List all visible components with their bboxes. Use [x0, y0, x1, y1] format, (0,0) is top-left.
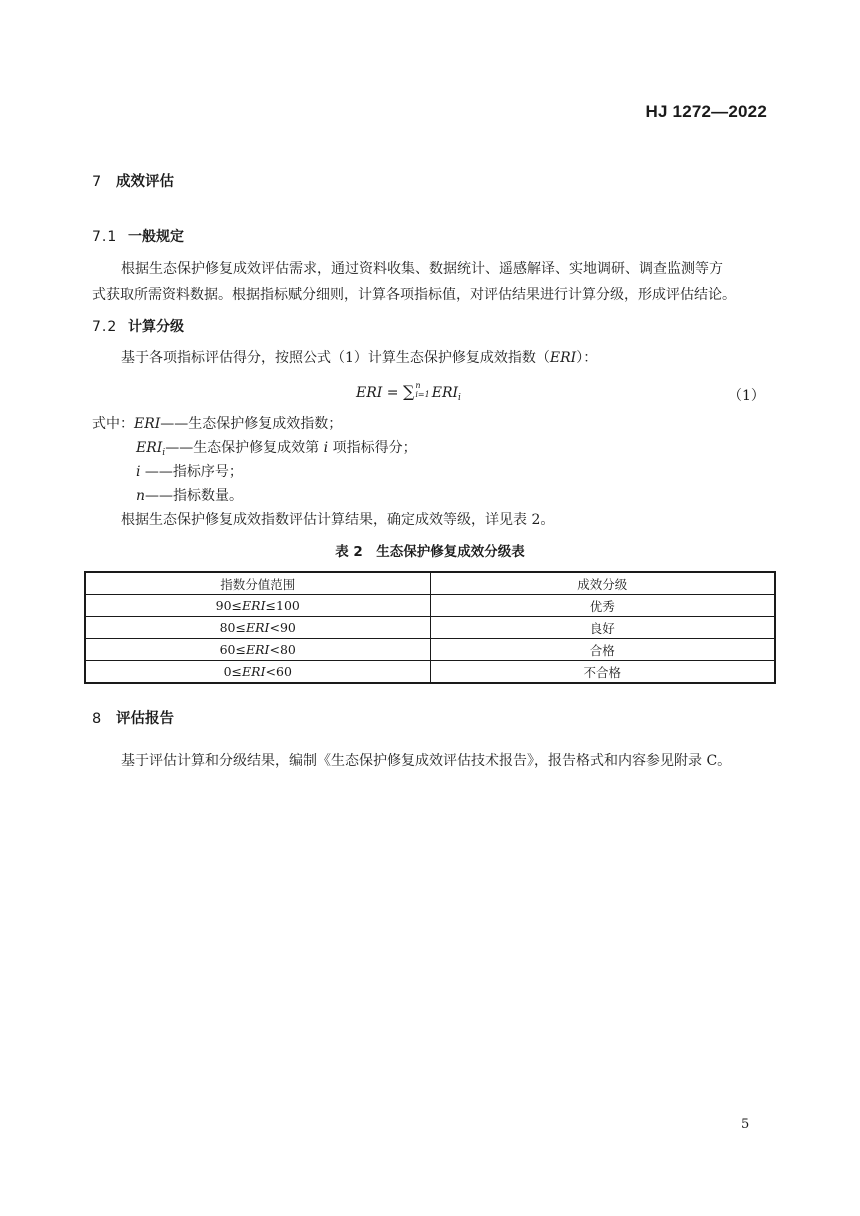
- definition-i: [136, 459, 243, 485]
- section-7-1-heading: [92, 226, 184, 246]
- def-desc: ——生态保护修复成效指数；: [160, 416, 343, 432]
- section-title: 计算分级: [128, 319, 184, 335]
- column-header: 成效分级: [430, 572, 775, 595]
- range-variable: ERI: [246, 620, 270, 635]
- paragraph-7-1-line-1: 根据生态保护修复成效评估需求，通过资料收集、数据统计、遥感解译、实地调研、调查监测等方: [121, 261, 723, 277]
- paragraph-7-2-intro: [121, 345, 597, 371]
- formula-lhs: ERI: [356, 385, 383, 401]
- sum-limits: [415, 381, 429, 399]
- formula-equals: =: [382, 385, 403, 401]
- def-symbol: ERI: [134, 416, 161, 432]
- section-number: 7.1: [92, 229, 118, 245]
- formula-eri: [356, 382, 461, 403]
- paragraph-7-1-line-2: 式获取所需资料数据。根据指标赋分细则，计算各项指标值，对评估结果进行计算分级，形成评估结论。: [92, 287, 736, 303]
- section-title: 评估报告: [116, 711, 174, 727]
- range-upper: <90: [269, 620, 296, 635]
- grading-table: [84, 571, 776, 684]
- range-cell: [85, 661, 430, 684]
- intro-variable: ERI: [549, 350, 577, 366]
- grade-cell: 合格: [430, 639, 775, 661]
- def-desc: ——生态保护修复成效第: [165, 440, 324, 456]
- range-variable: ERI: [246, 642, 270, 657]
- section-8-heading: [92, 707, 174, 728]
- table-row: [85, 661, 775, 684]
- table-row: [85, 639, 775, 661]
- section-title: 一般规定: [128, 229, 184, 245]
- grade-cell: 优秀: [430, 595, 775, 617]
- range-upper: <80: [269, 642, 296, 657]
- paragraph-7-2-closing: 根据生态保护修复成效指数评估计算结果，确定成效等级，详见表 2。: [121, 512, 555, 528]
- range-upper: ≤100: [265, 598, 300, 613]
- definition-eri: [92, 411, 342, 437]
- intro-text-end: ）：: [576, 350, 598, 366]
- sum-upper: n: [415, 381, 421, 390]
- def-desc: ——指标数量。: [145, 488, 244, 504]
- sum-symbol: ∑: [402, 382, 415, 401]
- range-lower: 60≤: [219, 642, 246, 657]
- range-lower: 90≤: [215, 598, 243, 613]
- section-number: 8: [92, 711, 102, 727]
- range-cell: [85, 639, 430, 661]
- section-7-heading: [92, 170, 174, 191]
- intro-text: 基于各项指标评估得分，按照公式（1）计算生态保护修复成效指数（: [121, 350, 550, 366]
- grade-cell: 不合格: [430, 661, 775, 684]
- section-7-2-heading: [92, 316, 184, 336]
- formula-rhs-subscript: i: [458, 393, 461, 403]
- definition-n: [136, 483, 243, 509]
- column-header: 指数分值范围: [85, 572, 430, 595]
- range-cell: [85, 595, 430, 617]
- table-header-row: [85, 572, 775, 595]
- def-subscript: i: [162, 448, 166, 458]
- table-2-caption: 表 2 生态保护修复成效分级表: [335, 544, 525, 560]
- grade-cell: 良好: [430, 617, 775, 639]
- section-number: 7: [92, 174, 102, 190]
- page-number: 5: [741, 1117, 750, 1132]
- paragraph-8: 基于评估计算和分级结果，编制《生态保护修复成效评估技术报告》，报告格式和内容参见附录 C。: [121, 753, 732, 769]
- range-variable: ERI: [242, 664, 266, 679]
- range-cell: [85, 617, 430, 639]
- def-symbol: ERI: [136, 440, 163, 456]
- table-row: [85, 595, 775, 617]
- def-desc-end: 项指标得分；: [328, 440, 417, 456]
- def-desc: ——指标序号；: [140, 464, 243, 480]
- def-symbol: i: [136, 464, 141, 480]
- section-number: 7.2: [92, 319, 118, 335]
- section-title: 成效评估: [116, 174, 174, 190]
- def-symbol: n: [136, 488, 146, 504]
- formula-rhs: ERI: [431, 385, 459, 401]
- def-desc-variable: i: [323, 440, 329, 456]
- range-lower: 0≤: [223, 664, 243, 679]
- standard-code: HJ 1272—2022: [645, 102, 767, 121]
- table-row: [85, 617, 775, 639]
- sum-lower: i=1: [415, 390, 430, 399]
- range-upper: <60: [265, 664, 292, 679]
- range-lower: 80≤: [219, 620, 246, 635]
- formula-number: （1）: [728, 388, 765, 404]
- range-variable: ERI: [242, 598, 266, 613]
- where-prefix: 式中：: [92, 416, 134, 432]
